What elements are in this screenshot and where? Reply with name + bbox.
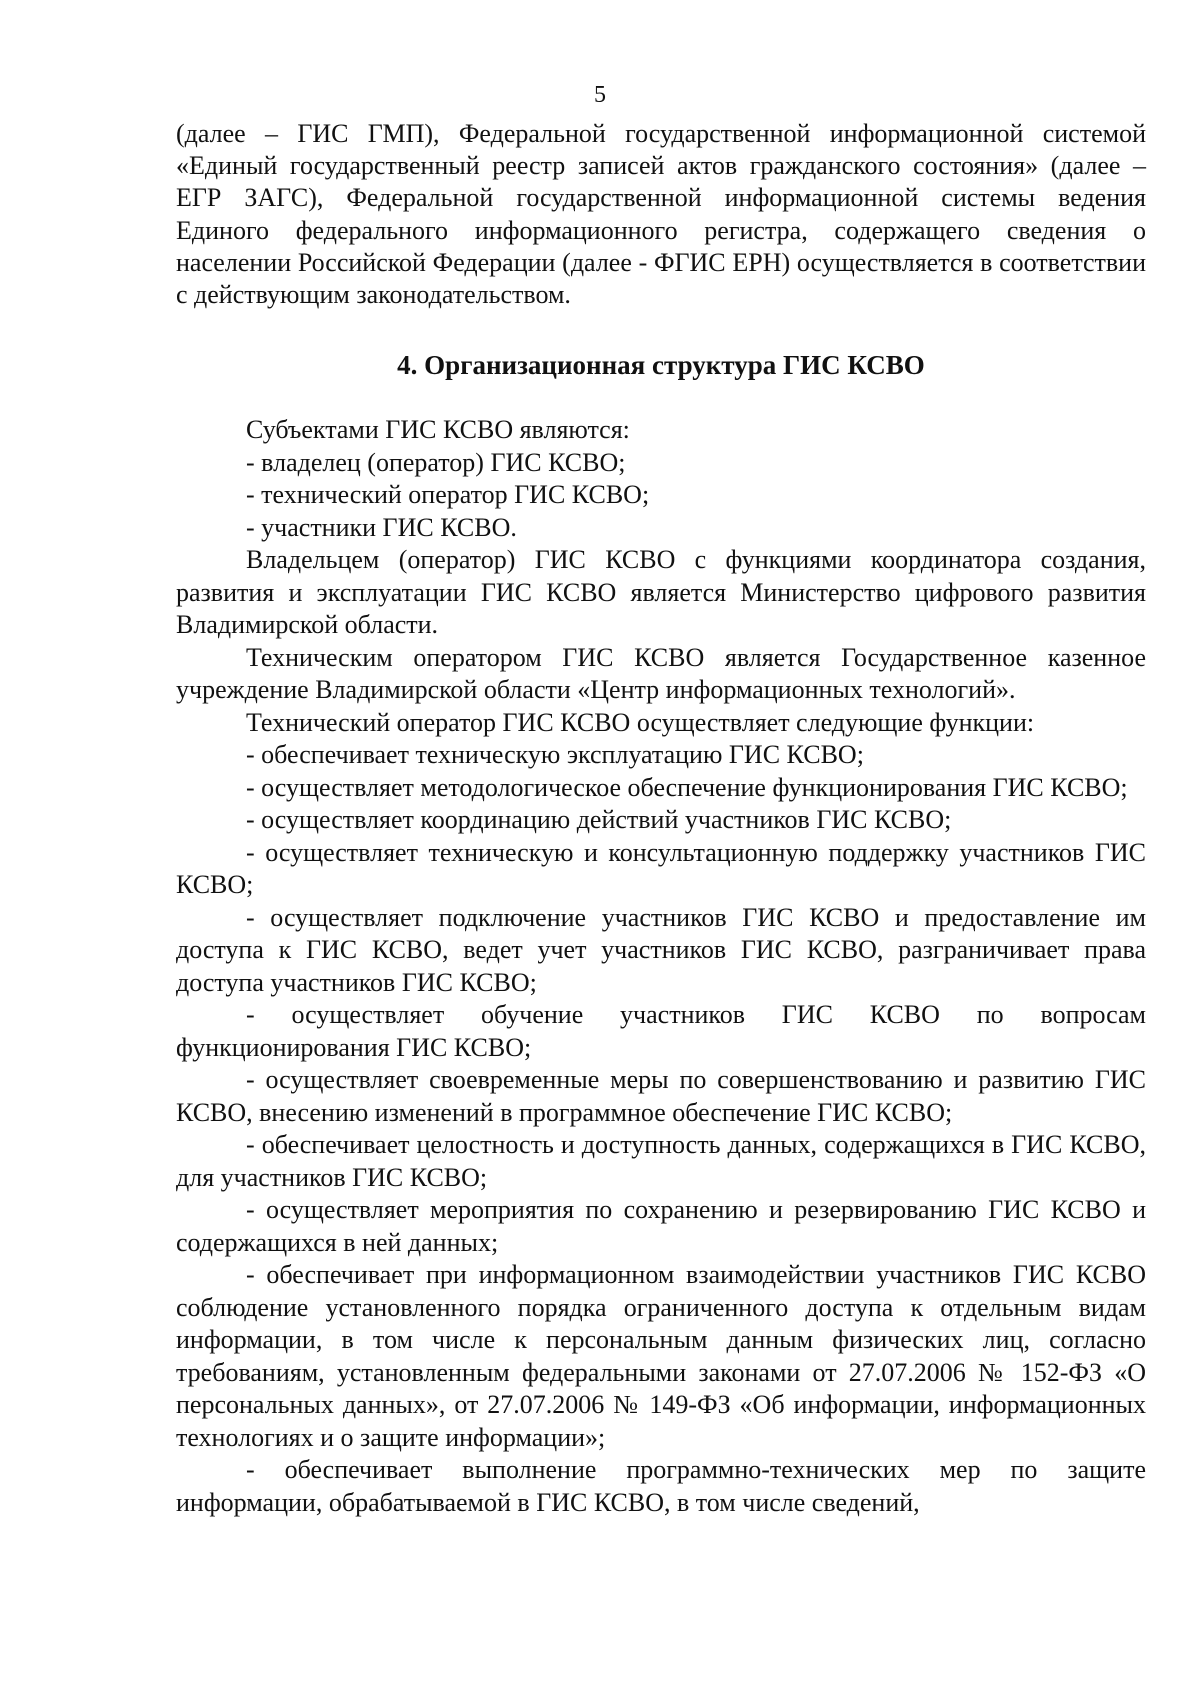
intro-block xyxy=(176,118,1146,311)
function-item: - осуществляет своевременные меры по совершенствованию и развитию ГИС КСВО, внесению изменений в программное обеспечение ГИС КСВО; xyxy=(176,1065,1146,1127)
function-item: - осуществляет координацию действий участников ГИС КСВО; xyxy=(246,805,952,834)
function-item: - обеспечивает выполнение программно-технических мер по защите информации, обрабатываемой в ГИС КСВО, в том числе сведений, xyxy=(176,1455,1146,1517)
tech-operator-paragraph: Техническим оператором ГИС КСВО является Государственное казенное учреждение Владимирской области «Центр информационных технологий». xyxy=(176,642,1146,704)
section-body xyxy=(176,414,1146,1519)
function-item: - осуществляет методологическое обеспечение функционирования ГИС КСВО; xyxy=(246,772,1128,802)
subject-item-participants: - участники ГИС КСВО. xyxy=(246,512,517,542)
function-item: - осуществляет техническую и консультационную поддержку участников ГИС КСВО; xyxy=(176,837,1146,899)
function-item: - осуществляет обучение участников ГИС КСВО по вопросам функционирования ГИС КСВО; xyxy=(176,1000,1146,1062)
subject-item-tech-operator: - технический оператор ГИС КСВО; xyxy=(246,480,650,509)
function-item: - осуществляет подключение участников ГИС КСВО и предоставление им доступа к ГИС КСВО, ведет учет участников ГИС КСВО, разграничивает права доступа участников ГИС КСВО; xyxy=(176,902,1146,997)
owner-paragraph: Владельцем (оператор) ГИС КСВО с функциями координатора создания, развития и эксплуатации ГИС КСВО является Министерство цифрового развития Владимирской области. xyxy=(176,545,1146,639)
subject-item-owner: - владелец (оператор) ГИС КСВО; xyxy=(246,447,626,477)
section-title: 4. Организационная структура ГИС КСВО xyxy=(397,350,925,380)
function-item: - осуществляет мероприятия по сохранению и резервированию ГИС КСВО и содержащихся в ней данных; xyxy=(176,1195,1146,1257)
function-item: - обеспечивает при информационном взаимодействии участников ГИС КСВО соблюдение установленного порядка ограниченного доступа к отдельным видам информации, в том числе к персональным данным физических лиц, согласно требованиям, установленным федеральными законами от 27.07.2006 № 152-ФЗ «О персональных данных», от 27.07.2006 № 149-ФЗ «Об информации, информационных технологиях и о защите информации»; xyxy=(176,1260,1146,1452)
subjects-intro: Субъектами ГИС КСВО являются: xyxy=(246,415,630,444)
function-item: - обеспечивает техническую эксплуатацию ГИС КСВО; xyxy=(246,740,864,769)
intro-paragraph: (далее – ГИС ГМП), Федеральной государственной информационной системой «Единый государственный реестр записей актов гражданского состояния» (далее – ЕГР ЗАГС), Федеральной государственной информационной системы ведения Единого федерального информационного регистра, содержащего сведения о населении Российской Федерации (далее - ФГИС ЕРН) осуществляется в соответствии с действующим законодательством. xyxy=(176,119,1146,310)
page-number: 5 xyxy=(594,82,606,108)
function-item: - обеспечивает целостность и доступность данных, содержащихся в ГИС КСВО, для участников ГИС КСВО; xyxy=(176,1130,1146,1192)
functions-intro: Технический оператор ГИС КСВО осуществляет следующие функции: xyxy=(246,707,1035,737)
